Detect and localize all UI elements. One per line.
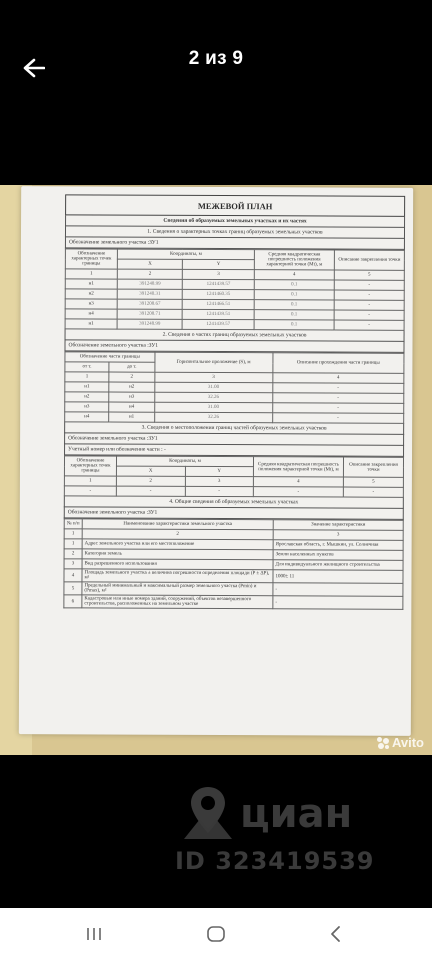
empty-cell: - [64,486,116,496]
y-cell: 1241439.57 [182,319,254,329]
length-cell: 32.26 [154,392,272,403]
table-header: Y [185,466,254,476]
length-cell: 31.00 [154,382,272,393]
empty-cell: - [253,487,343,497]
section-3-title: 3. Сведения о местоположении границ частей образуемых земельных участков [64,422,404,434]
x-cell: 391240.31 [117,289,182,299]
nav-back-button[interactable] [316,920,356,948]
document-title: МЕЖЕВОЙ ПЛАН [65,194,405,216]
description-cell: - [272,413,403,424]
description-cell: - [334,290,404,300]
column-number: 3 [273,530,403,541]
watermark-area [0,755,432,905]
section-3-part: Учетный номер или обозначение части : - [64,444,404,456]
x-cell: 391248.99 [117,319,182,329]
image-counter: 2 из 9 [188,48,244,69]
from-cell: н3 [65,402,109,412]
length-cell: 32.26 [154,412,272,423]
characteristic-name: Категория земель [82,549,273,560]
recent-apps-icon [85,925,103,943]
empty-cell: - [185,486,254,496]
description-cell: - [334,320,404,330]
point-cell: н4 [65,309,117,319]
description-cell: - [334,310,404,320]
column-number: 3 [155,372,273,383]
characteristic-value: 1000± 11 [273,570,403,584]
column-number: 1 [65,269,117,279]
y-cell: 1241439.57 [183,279,255,289]
x-cell: 391208.71 [117,309,182,319]
section-1-title: 1. Сведения о характерных точках границ образуемых земельных участков [65,226,405,238]
avito-watermark [377,735,424,750]
table-header: Средняя квадратическая погрешность положения характерной точки (Mt), м [253,457,343,477]
description-cell: - [272,383,403,394]
nav-back-icon [329,925,343,943]
home-icon [206,925,226,943]
section-4-designation: Обозначение земельного участка :ЗУ1 [64,507,404,519]
to-cell: н4 [109,402,155,412]
document-sheet [19,186,413,736]
column-number: 5 [334,270,404,280]
accuracy-cell: 0.1 [254,300,334,310]
column-number: 1 [64,529,82,539]
column-number: 2 [82,529,273,540]
system-nav-bar [0,908,432,960]
avito-text: Avito [391,735,424,750]
from-cell: н2 [65,392,109,402]
length-cell: 31.00 [154,402,272,413]
point-cell: н3 [65,299,117,309]
accuracy-cell: 0.1 [254,320,334,330]
characteristic-value: Земли населенных пунктов [273,550,403,561]
row-number: 6 [64,595,82,608]
column-number: 2 [116,476,185,486]
table-header: Значение характеристики [273,520,403,531]
table-header: Наименование характеристики земельного участка [82,519,273,530]
accuracy-cell: 0.1 [254,310,334,320]
characteristic-value: Ярославская область, г. Мышкин, ул. Солнечная [273,540,403,551]
characteristic-value: Для индивидуального жилищного строительства [273,560,403,571]
to-cell: н2 [109,382,155,392]
row-number: 3 [64,559,82,569]
table-header: Y [183,259,255,269]
table-header: № п/п [64,519,82,529]
point-cell: н1 [65,319,117,329]
characteristic-name: Предельный минимальный и максимальный размер земельного участка (Pmin) и (Pmax), м² [82,582,273,596]
table-header: Обозначение характерных точек границы [64,456,116,476]
column-number: 4 [272,373,403,384]
from-cell: н4 [65,412,109,422]
to-cell: н1 [109,412,155,422]
accuracy-cell: 0.1 [254,280,334,290]
section-2-title: 2. Сведения о частях границ образуемых земельных участков [65,329,405,341]
column-number: 4 [253,477,343,487]
characteristic-name: Адрес земельного участка или его местоположение [82,539,273,550]
row-number: 5 [64,582,82,595]
to-cell: н3 [109,392,155,402]
characteristic-name: Вид разрешенного использования [82,559,273,570]
empty-cell: - [116,486,185,496]
section-1-designation: Обозначение земельного участка :ЗУ1 [65,237,405,249]
table-header: Обозначение характерных точек границы [65,249,117,269]
table-header: Описание закрепления точки [343,457,403,477]
column-number: 5 [343,477,403,487]
row-number: 4 [64,569,82,582]
listing-id: ID 323419539 [175,847,375,875]
empty-cell: - [343,487,403,497]
column-number: 1 [64,476,116,486]
column-number: 3 [183,269,255,279]
column-number: 2 [117,269,182,279]
table-header: Описание прохождения части границы [273,353,404,374]
column-number: 3 [185,476,254,486]
table-header: Горизонтальное проложение (S), м [155,352,273,373]
row-number: 1 [64,539,82,549]
column-number: 2 [109,372,155,382]
description-cell: - [272,393,403,404]
accuracy-cell: 0.1 [254,290,334,300]
row-number: 2 [64,549,82,559]
point-cell: н2 [65,289,117,299]
table-header: Описание закрепления точки [334,250,404,270]
parts-table [64,455,404,497]
x-cell: 391248.99 [117,279,182,289]
table-header: Обозначение части границы [65,352,155,362]
y-cell: 1241460.35 [183,289,255,299]
point-cell: н1 [65,279,117,289]
from-cell: н1 [65,382,109,392]
description-cell: - [334,280,404,290]
section-2-designation: Обозначение земельного участка :ЗУ1 [64,340,404,352]
table-header: Координаты, м [116,456,253,467]
table-header: Средняя квадратическая погрешность положения характерной точки (Mt), м [254,250,334,270]
description-cell: - [272,403,403,414]
table-header: X [116,466,185,476]
x-cell: 391208.67 [117,299,182,309]
table-row [64,595,403,609]
y-cell: 1241466.51 [183,299,255,309]
points-table [65,248,405,330]
table-header: до т. [109,362,155,372]
description-cell: - [334,300,404,310]
section-title: Сведения об образуемых земельных участках и их частях [65,215,405,227]
table-header: от т. [65,362,109,372]
y-cell: 1241439.51 [182,309,254,319]
avito-logo-icon [377,737,389,749]
characteristic-name: Площадь земельного участка ± величина погрешности определения площади (P ± ΔP), м² [82,569,273,583]
column-number: 4 [254,270,334,280]
cian-wordmark: циан [240,791,353,837]
section-4-title: 4. Общие сведения об образуемых земельных участках [64,496,404,508]
viewer-header [0,0,432,185]
boundary-parts-table [64,351,404,423]
general-info-table [63,518,403,609]
characteristic-value: - [273,596,403,610]
table-header: Координаты, м [117,249,254,260]
characteristic-value: - [273,583,403,597]
home-button[interactable] [196,920,236,948]
column-number: 1 [65,372,109,382]
characteristic-name: Кадастровые или иные номера зданий, сооружений, объектов незавершенного строительства, расположенных на земельном участке [82,595,273,609]
recent-apps-button[interactable] [74,920,114,948]
table-header: X [117,259,182,269]
section-3-designation: Обозначение земельного участка :ЗУ1 [64,433,404,445]
document-photo[interactable] [0,185,432,758]
